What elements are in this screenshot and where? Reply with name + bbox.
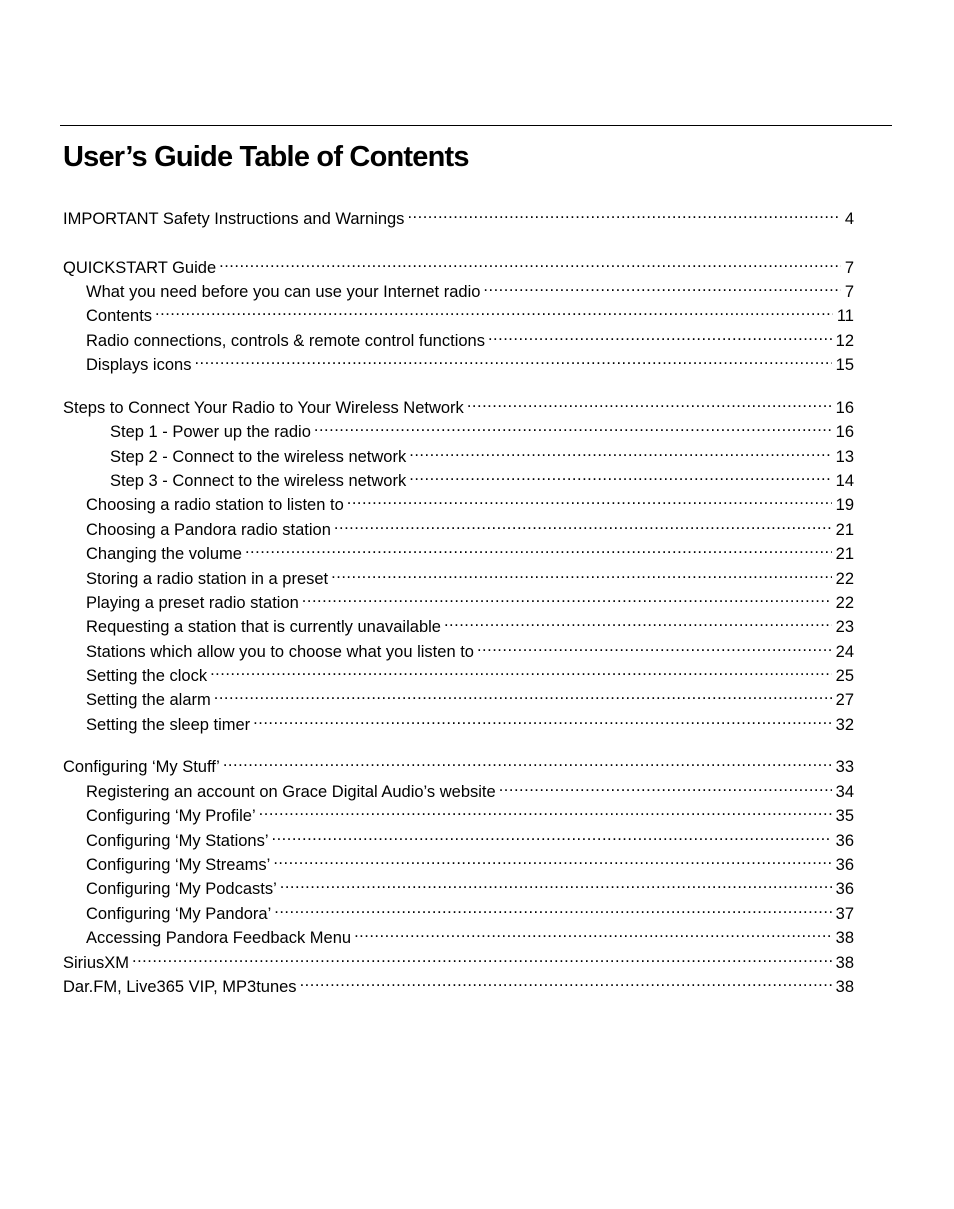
dot-leader: [407, 202, 840, 224]
toc-page-number: 34: [835, 783, 854, 801]
toc-entry-label: Storing a radio station in a preset: [86, 570, 329, 588]
toc-page-number: 15: [835, 356, 854, 374]
toc-page-number: 7: [844, 283, 854, 301]
toc-entry-label: Steps to Connect Your Radio to Your Wireless Network: [63, 399, 464, 417]
toc-entry-setting-alarm[interactable]: [86, 683, 854, 709]
toc-page-number: 16: [835, 399, 854, 417]
toc-entry-stations-choose[interactable]: [86, 635, 854, 661]
toc-entry-contents[interactable]: [86, 299, 854, 325]
toc-page-number: 36: [835, 880, 854, 898]
toc-entry-label: IMPORTANT Safety Instructions and Warnings: [63, 210, 405, 228]
toc-page-number: 27: [835, 691, 854, 709]
toc-entry-siriusxm[interactable]: [63, 946, 854, 972]
toc-page-number: 25: [835, 667, 854, 685]
toc-entry-label: Playing a preset radio station: [86, 594, 299, 612]
toc-entry-my-stations[interactable]: [86, 824, 854, 850]
toc-page-number: 21: [835, 545, 854, 563]
toc-entry-what-you-need[interactable]: [86, 275, 854, 301]
dot-leader: [331, 562, 831, 584]
toc-entry-label: Configuring ‘My Podcasts’: [86, 880, 277, 898]
toc-entry-label: Contents: [86, 307, 153, 325]
toc-entry-displays-icons[interactable]: [86, 348, 854, 374]
toc-page-number: 37: [835, 905, 854, 923]
toc-page-number: 13: [835, 448, 854, 466]
toc-page-number: 36: [835, 832, 854, 850]
toc-page-number: 22: [835, 570, 854, 588]
dot-leader: [253, 708, 831, 730]
dot-leader: [347, 488, 832, 510]
dot-leader: [334, 513, 832, 535]
toc-page-number: 14: [835, 472, 854, 490]
toc-page-number: 38: [835, 954, 854, 972]
dot-leader: [280, 872, 832, 894]
dot-leader: [488, 324, 832, 346]
dot-leader: [210, 659, 832, 681]
dot-leader: [132, 946, 832, 968]
dot-leader: [302, 586, 832, 608]
toc-entry-requesting-station[interactable]: [86, 610, 854, 636]
dot-leader: [444, 610, 832, 632]
dot-leader: [274, 897, 831, 919]
toc-entry-steps-to-connect[interactable]: [63, 391, 854, 417]
toc-entry-label: Setting the alarm: [86, 691, 211, 709]
toc-entry-my-podcasts[interactable]: [86, 872, 854, 898]
dot-leader: [483, 275, 840, 297]
toc-entry-sleep-timer[interactable]: [86, 708, 854, 734]
toc-entry-label: QUICKSTART Guide: [63, 259, 217, 277]
toc-entry-label: Choosing a Pandora radio station: [86, 521, 331, 539]
toc-entry-my-streams[interactable]: [86, 848, 854, 874]
toc-entry-label: Configuring ‘My Streams’: [86, 856, 271, 874]
toc-page-number: 11: [836, 307, 854, 325]
toc-entry-changing-volume[interactable]: [86, 537, 854, 563]
dot-leader: [194, 348, 831, 370]
toc-entry-step-3[interactable]: [110, 464, 854, 490]
dot-leader: [409, 440, 831, 462]
toc-entry-label: Configuring ‘My Profile’: [86, 807, 256, 825]
toc-entry-label: Configuring ‘My Stations’: [86, 832, 269, 850]
toc-entry-label: Step 1 - Power up the radio: [110, 423, 311, 441]
dot-leader: [273, 848, 831, 870]
toc-entry-label: SiriusXM: [63, 954, 130, 972]
toc-page-number: 21: [835, 521, 854, 539]
dot-leader: [354, 921, 832, 943]
toc-page-number: 12: [835, 332, 854, 350]
toc-page-number: 24: [835, 643, 854, 661]
toc-page-number: 33: [835, 758, 854, 776]
toc-entry-label: Changing the volume: [86, 545, 242, 563]
toc-entry-label: Radio connections, controls & remote control functions: [86, 332, 485, 350]
toc-entry-storing-preset[interactable]: [86, 562, 854, 588]
dot-leader: [499, 775, 832, 797]
dot-leader: [214, 683, 832, 705]
dot-leader: [314, 415, 832, 437]
toc-entry-label: Dar.FM, Live365 VIP, MP3tunes: [63, 978, 297, 996]
dot-leader: [467, 391, 832, 413]
toc-entry-choosing-station[interactable]: [86, 488, 854, 514]
toc-entry-my-pandora[interactable]: [86, 897, 854, 923]
dot-leader: [245, 537, 832, 559]
toc-entry-label: Accessing Pandora Feedback Menu: [86, 929, 352, 947]
toc-entry-label: Stations which allow you to choose what you listen to: [86, 643, 474, 661]
dot-leader: [259, 799, 832, 821]
toc-entry-label: Configuring ‘My Pandora’: [86, 905, 272, 923]
toc-entry-step-1[interactable]: [110, 415, 854, 441]
toc-entry-label: Configuring ‘My Stuff’: [63, 758, 220, 776]
toc-entry-step-2[interactable]: [110, 440, 854, 466]
toc-entry-label: Displays icons: [86, 356, 192, 374]
toc-entry-label: Requesting a station that is currently unavailable: [86, 618, 441, 636]
dot-leader: [477, 635, 832, 657]
toc-entry-playing-preset[interactable]: [86, 586, 854, 612]
dot-leader: [155, 299, 833, 321]
dot-leader: [300, 970, 832, 992]
toc-entry-darfm-live365[interactable]: [63, 970, 854, 996]
page-title: User’s Guide Table of Contents: [63, 141, 469, 173]
toc-page-number: 38: [835, 929, 854, 947]
toc-entry-label: Step 2 - Connect to the wireless network: [110, 448, 407, 466]
toc-entry-safety[interactable]: [63, 202, 854, 228]
dot-leader: [219, 251, 841, 273]
toc-entry-choosing-pandora[interactable]: [86, 513, 854, 539]
toc-page-number: 7: [844, 259, 854, 277]
toc-page-number: 16: [835, 423, 854, 441]
toc-entry-registering-account[interactable]: [86, 775, 854, 801]
toc-entry-label: Setting the sleep timer: [86, 716, 251, 734]
toc-entry-label: Registering an account on Grace Digital Audio’s website: [86, 783, 496, 801]
toc-entry-label: Step 3 - Connect to the wireless network: [110, 472, 407, 490]
toc-entry-quickstart[interactable]: [63, 251, 854, 277]
dot-leader: [409, 464, 831, 486]
dot-leader: [272, 824, 832, 846]
toc-entry-label: What you need before you can use your Internet radio: [86, 283, 481, 301]
toc-entry-label: Setting the clock: [86, 667, 208, 685]
toc-page-number: 22: [835, 594, 854, 612]
toc-entry-my-profile[interactable]: [86, 799, 854, 825]
dot-leader: [223, 750, 832, 772]
toc-page-number: 23: [835, 618, 854, 636]
toc-entry-setting-clock[interactable]: [86, 659, 854, 685]
toc-page-number: 32: [835, 716, 854, 734]
toc-page-number: 38: [835, 978, 854, 996]
toc-page-number: 35: [835, 807, 854, 825]
toc-entry-my-stuff[interactable]: [63, 750, 854, 776]
toc-entry-pandora-feedback[interactable]: [86, 921, 854, 947]
toc-page-number: 36: [835, 856, 854, 874]
toc-page-number: 19: [835, 496, 854, 514]
toc-entry-radio-connections[interactable]: [86, 324, 854, 350]
toc-page-number: 4: [844, 210, 854, 228]
toc-entry-label: Choosing a radio station to listen to: [86, 496, 344, 514]
